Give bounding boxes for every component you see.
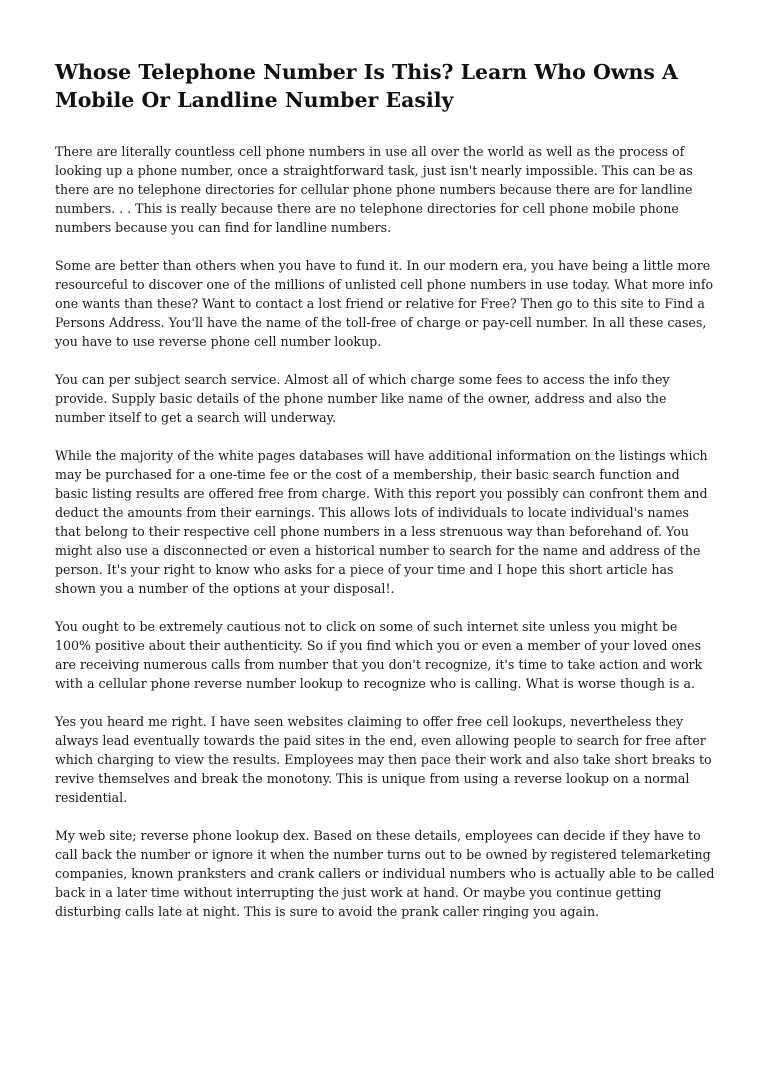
paragraph-4: While the majority of the white pages databases will have additional information on the listings which may be purchased for a one-time fee or the cost of a membership, their basic search function and basic listing results are offered free from charge. With this report you possibly can confront them and deduct the amounts from their earnings. This allows lots of individuals to locate individual's names that belong to their respective cell phone numbers in a less strenuous way than beforehand of. You might also use a disconnected or even a historical number to search for the name and address of the person. It's your right to know who asks for a piece of your time and I hope this short article has shown you a number of the options at your disposal!.: [55, 448, 708, 596]
paragraph-1: There are literally countless cell phone numbers in use all over the world as well as the process of looking up a phone number, once a straightforward task, just isn't nearly impossible. This can be as there are no telephone directories for cellular phone phone numbers because there are for landline numbers. . . This is really because there are no telephone directories for cell phone mobile phone numbers because you can find for landline numbers.: [55, 144, 693, 235]
paragraph-5: You ought to be extremely cautious not to click on some of such internet site unless you might be 100% positive about their authenticity. So if you find which you or even a member of your loved ones are receiving numerous calls from number that you don't recognize, it's time to take action and work with a cellular phone reverse number lookup to recognize who is calling. What is worse though is a.: [55, 619, 703, 691]
paragraph-7: My web site; reverse phone lookup dex. Based on these details, employees can decide if they have to call back the number or ignore it when the number turns out to be owned by registered telemarketing companies, known pranksters and crank callers or individual numbers who is actually able to be called back in a later time without interrupting the just work at hand. Or maybe you continue getting disturbing calls late at night. This is sure to avoid the prank caller ringing you again.: [55, 828, 715, 919]
paragraph-6: Yes you heard me right. I have seen websites claiming to offer free cell lookups, nevertheless they always lead eventually towards the paid sites in the end, even allowing people to search for free after which charging to view the results. Employees may then pace their work and also take short breaks to revive themselves and break the monotony. This is unique from using a reverse lookup on a normal residential.: [55, 714, 712, 805]
document-title: Whose Telephone Number Is This? Learn Who Owns A Mobile Or Landline Number Easily: [55, 60, 678, 112]
paragraph-2: Some are better than others when you have to fund it. In our modern era, you have being a little more resourceful to discover one of the millions of unlisted cell phone numbers in use today. What more info one wants than these? Want to contact a lost friend or relative for Free? Then go to this site to Find a Persons Address. You'll have the name of the toll-free of charge or pay-cell number. In all these cases, you have to use reverse phone cell number lookup.: [55, 258, 714, 349]
paragraph-3: You can per subject search service. Almost all of which charge some fees to access the info they provide. Supply basic details of the phone number like name of the owner, address and also the number itself to get a search will underway.: [55, 372, 670, 425]
document-page: [55, 58, 715, 940]
